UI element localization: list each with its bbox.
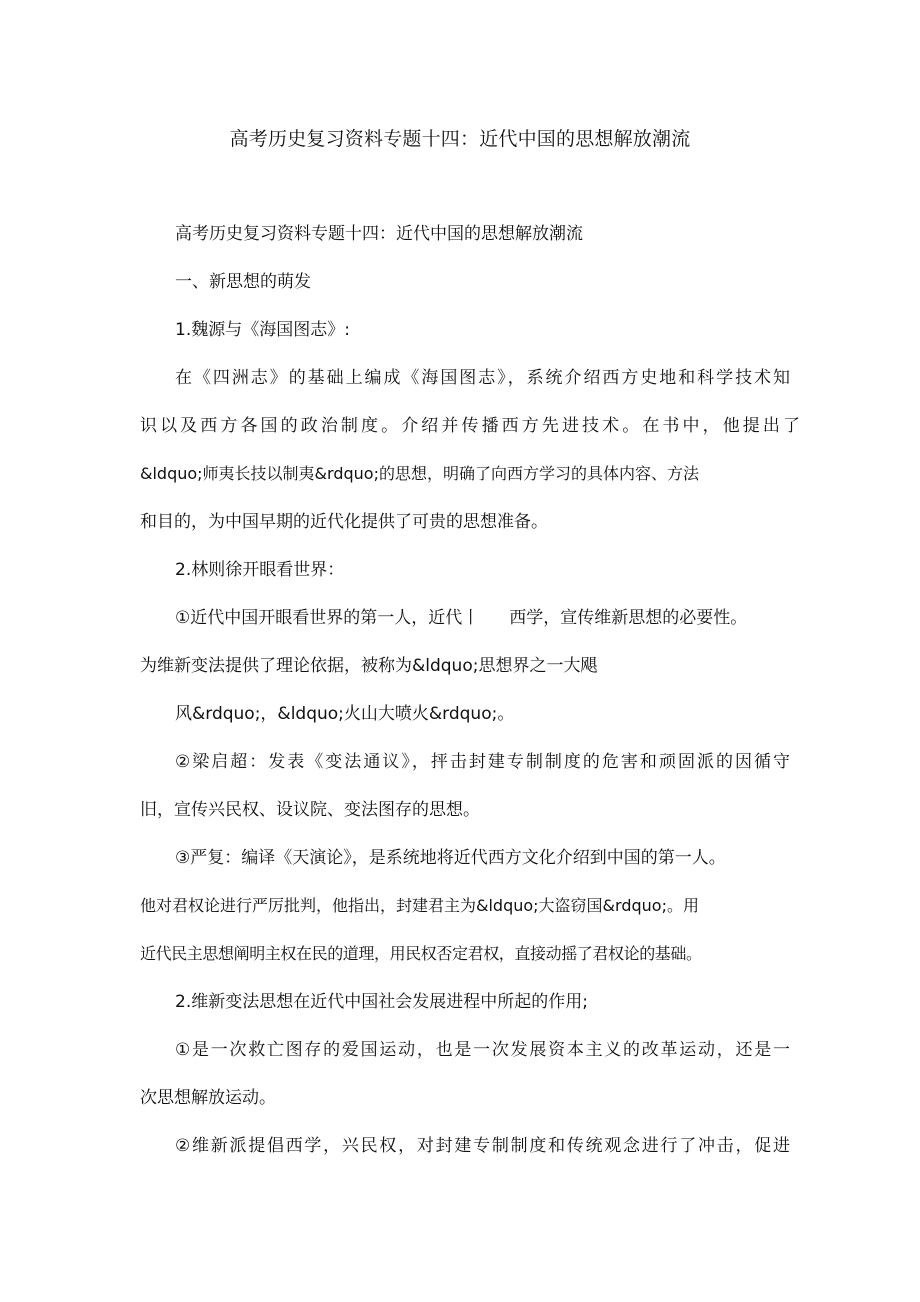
paragraph-line: 和目的，为中国早期的近代化提供了可贵的思想准备。	[140, 512, 548, 532]
paragraph-line: 次思想解放运动。	[140, 1088, 276, 1108]
paragraph-line: ②维新派提倡西学，兴民权，对封建专制制度和传统观念进行了冲击，促进	[175, 1136, 790, 1156]
paragraph-line: 高考历史复习资料专题十四：近代中国的思想解放潮流	[175, 224, 583, 244]
section-heading: 一、新思想的萌发	[175, 272, 311, 292]
subsection-heading: 2.维新变法思想在近代中国社会发展进程中所起的作用;	[175, 992, 588, 1012]
paragraph-line: ③严复：编译《天演论》，是系统地将近代西方文化介绍到中国的第一人。	[175, 848, 726, 868]
paragraph-line	[175, 606, 835, 630]
paragraph-line: ①是一次救亡图存的爱国运动，也是一次发展资本主义的改革运动，还是一	[175, 1040, 790, 1060]
subsection-heading: 1.魏源与《海国图志》:	[175, 320, 350, 340]
paragraph-line: &ldquo;师夷长技以制夷&rdquo;的思想，明确了向西方学习的具体内容、方法	[140, 464, 699, 483]
paragraph-line: ②梁启超：发表《变法通议》，抨击封建专制制度的危害和顽固派的因循守	[175, 752, 790, 772]
paragraph-line: 为维新变法提供了理论依据，被称为&ldquo;思想界之一大飓	[140, 656, 598, 676]
document-title: 高考历史复习资料专题十四：近代中国的思想解放潮流	[229, 128, 691, 150]
paragraph-fragment: ①近代中国开眼看世界的第一人，近代丨	[175, 608, 480, 628]
paragraph-line: 在《四洲志》的基础上编成《海国图志》，系统介绍西方史地和科学技术知	[175, 368, 790, 388]
paragraph-line: 近代民主思想阐明主权在民的道理，用民权否定君权，直接动摇了君权论的基础。	[140, 944, 702, 963]
paragraph-line: 风&rdquo;，&ldquo;火山大喷火&rdquo;。	[175, 704, 515, 724]
paragraph-line: 旧，宣传兴民权、设议院、变法图存的思想。	[140, 800, 480, 820]
paragraph-fragment: 西学，宣传维新思想的必要性。	[509, 608, 748, 628]
paragraph-line: 识以及西方各国的政治制度。介绍并传播西方先进技术。在书中，他提出了	[140, 416, 800, 436]
subsection-heading: 2.林则徐开眼看世界：	[175, 560, 345, 580]
paragraph-line: 他对君权论进行严厉批判，他指出，封建君主为&ldquo;大盗窃国&rdquo;。用	[140, 896, 699, 915]
